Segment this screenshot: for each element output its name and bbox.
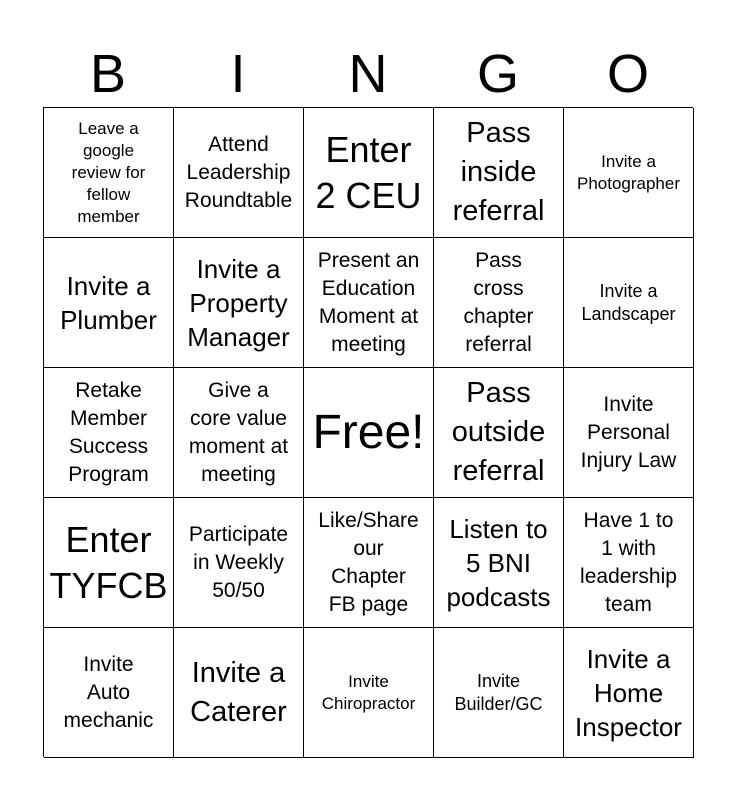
bingo-cell-r1-c1[interactable] — [44, 108, 174, 238]
bingo-cell-r1-c5[interactable] — [564, 108, 694, 238]
bingo-cell-text: Listen to 5 BNI podcasts — [446, 513, 551, 612]
bingo-cell-text: Enter TYFCB — [49, 518, 168, 606]
bingo-cell-text: Invite Chiropractor — [321, 671, 416, 713]
bingo-cell-text: Retake Member Success Program — [68, 378, 149, 486]
header-letter-g: G — [476, 44, 519, 104]
header-letter-i: I — [230, 44, 246, 104]
bingo-cell-r5-c5[interactable] — [564, 628, 694, 758]
bingo-cell-r5-c2[interactable] — [174, 628, 304, 758]
header-letter-o: O — [606, 44, 649, 104]
bingo-cell-r3-c2[interactable] — [174, 368, 304, 498]
bingo-cell-text: Invite Builder/GC — [454, 670, 543, 714]
bingo-cell-r1-c4[interactable] — [434, 108, 564, 238]
bingo-cell-text: Invite a Landscaper — [581, 280, 676, 324]
bingo-cell-r3-c4[interactable] — [434, 368, 564, 498]
bingo-cell-r4-c4[interactable] — [434, 498, 564, 628]
bingo-cell-text: Leave a google review for fellow member — [71, 118, 146, 226]
bingo-cell-r3-c1[interactable] — [44, 368, 174, 498]
bingo-cell-r2-c4[interactable] — [434, 238, 564, 368]
bingo-cell-r2-c5[interactable] — [564, 238, 694, 368]
bingo-cell-text: Invite a Plumber — [60, 270, 157, 335]
bingo-cell-r4-c1[interactable] — [44, 498, 174, 628]
bingo-header — [43, 40, 693, 108]
bingo-cell-text: Like/Share our Chapter FB page — [318, 508, 419, 616]
header-letter-n: N — [348, 44, 388, 104]
bingo-cell-r4-c5[interactable] — [564, 498, 694, 628]
bingo-cell-text: Participate in Weekly 50/50 — [188, 522, 289, 602]
bingo-cell-r5-c3[interactable] — [304, 628, 434, 758]
bingo-cell-text: Pass inside referral — [452, 117, 545, 227]
bingo-cell-text: Free! — [312, 405, 425, 459]
bingo-cell-text: Have 1 to 1 with leadership team — [580, 508, 677, 616]
bingo-cell-text: Invite Auto mechanic — [63, 652, 154, 732]
bingo-cell-text: Give a core value moment at meeting — [188, 378, 289, 486]
bingo-cell-r5-c1[interactable] — [44, 628, 174, 758]
bingo-cell-r3-c5[interactable] — [564, 368, 694, 498]
bingo-board — [43, 107, 693, 757]
bingo-cell-text: Invite a Home Inspector — [575, 643, 682, 742]
bingo-cell-text: Invite a Caterer — [190, 656, 287, 728]
bingo-cell-text: Present an Education Moment at meeting — [317, 248, 420, 356]
bingo-cell-r4-c3[interactable] — [304, 498, 434, 628]
bingo-cell-r3-c3[interactable] — [304, 368, 434, 498]
bingo-cell-text: Invite a Property Manager — [187, 253, 290, 352]
header-letter-b: B — [89, 44, 127, 104]
bingo-cell-text: Enter 2 CEU — [315, 128, 422, 216]
bingo-cell-text: Invite a Photographer — [576, 151, 681, 193]
bingo-cell-text: Pass cross chapter referral — [463, 248, 534, 356]
bingo-cell-text: Attend Leadership Roundtable — [184, 132, 293, 212]
bingo-cell-r1-c3[interactable] — [304, 108, 434, 238]
bingo-cell-r4-c2[interactable] — [174, 498, 304, 628]
bingo-cell-text: Pass outside referral — [451, 377, 546, 487]
bingo-cell-r5-c4[interactable] — [434, 628, 564, 758]
bingo-cell-r2-c1[interactable] — [44, 238, 174, 368]
bingo-cell-r2-c3[interactable] — [304, 238, 434, 368]
bingo-cell-r2-c2[interactable] — [174, 238, 304, 368]
bingo-cell-text: Invite Personal Injury Law — [580, 392, 677, 472]
bingo-cell-r1-c2[interactable] — [174, 108, 304, 238]
